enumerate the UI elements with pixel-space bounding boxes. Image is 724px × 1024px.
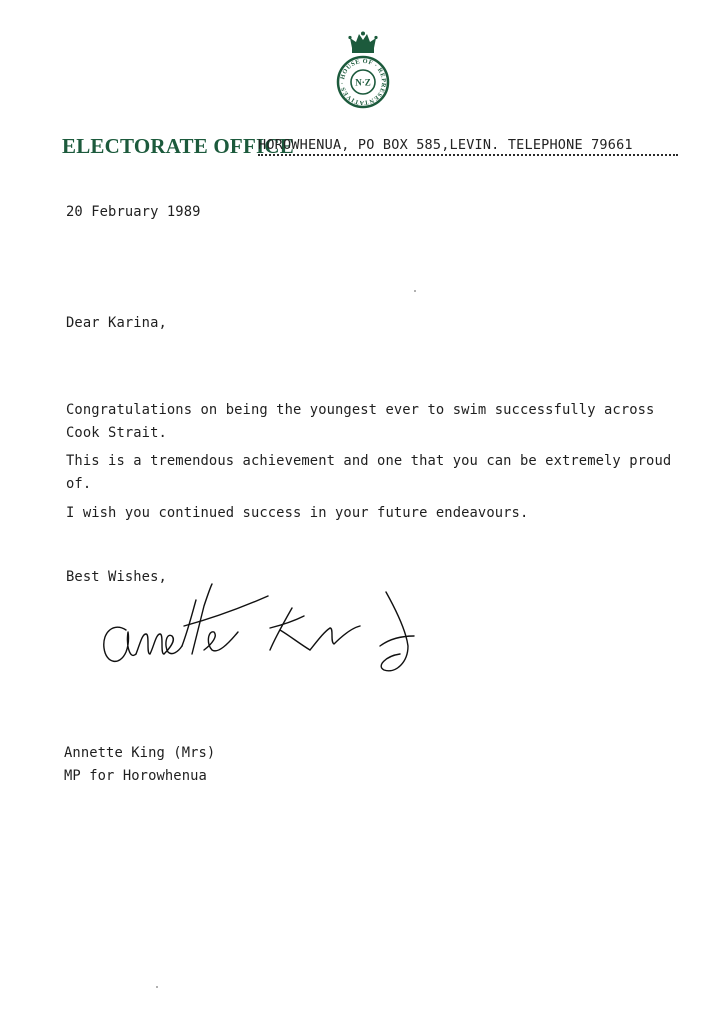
- scan-speck: [156, 986, 158, 988]
- signer-name: Annette King (Mrs): [64, 745, 216, 761]
- letterhead: [62, 134, 680, 160]
- paragraph-line: This is a tremendous achievement and one that you can be extremely proud: [66, 453, 672, 469]
- salutation: Dear Karina,: [66, 315, 167, 331]
- closing: Best Wishes,: [66, 569, 167, 585]
- paragraph-line: I wish you continued success in your future endeavours.: [66, 505, 529, 521]
- handwritten-signature: [96, 570, 426, 682]
- svg-text:HOUSE OF · REPRESENTATIVES ·: HOUSE OF · REPRESENTATIVES ·: [338, 57, 388, 107]
- signer-title: MP for Horowhenua: [64, 768, 207, 784]
- office-title: ELECTORATE OFFICE: [62, 134, 294, 158]
- office-address: HOROWHENUA, PO BOX 585,LEVIN. TELEPHONE 79661: [258, 137, 678, 156]
- letter-date: 20 February 1989: [66, 204, 201, 220]
- crown-crest-icon: [325, 30, 401, 110]
- scan-speck: [414, 290, 416, 292]
- svg-text:N·Z: N·Z: [355, 77, 371, 88]
- paragraph-line: Cook Strait.: [66, 425, 167, 441]
- paragraph-line: Congratulations on being the youngest ever to swim successfully across: [66, 402, 655, 418]
- paragraph-line: of.: [66, 476, 92, 492]
